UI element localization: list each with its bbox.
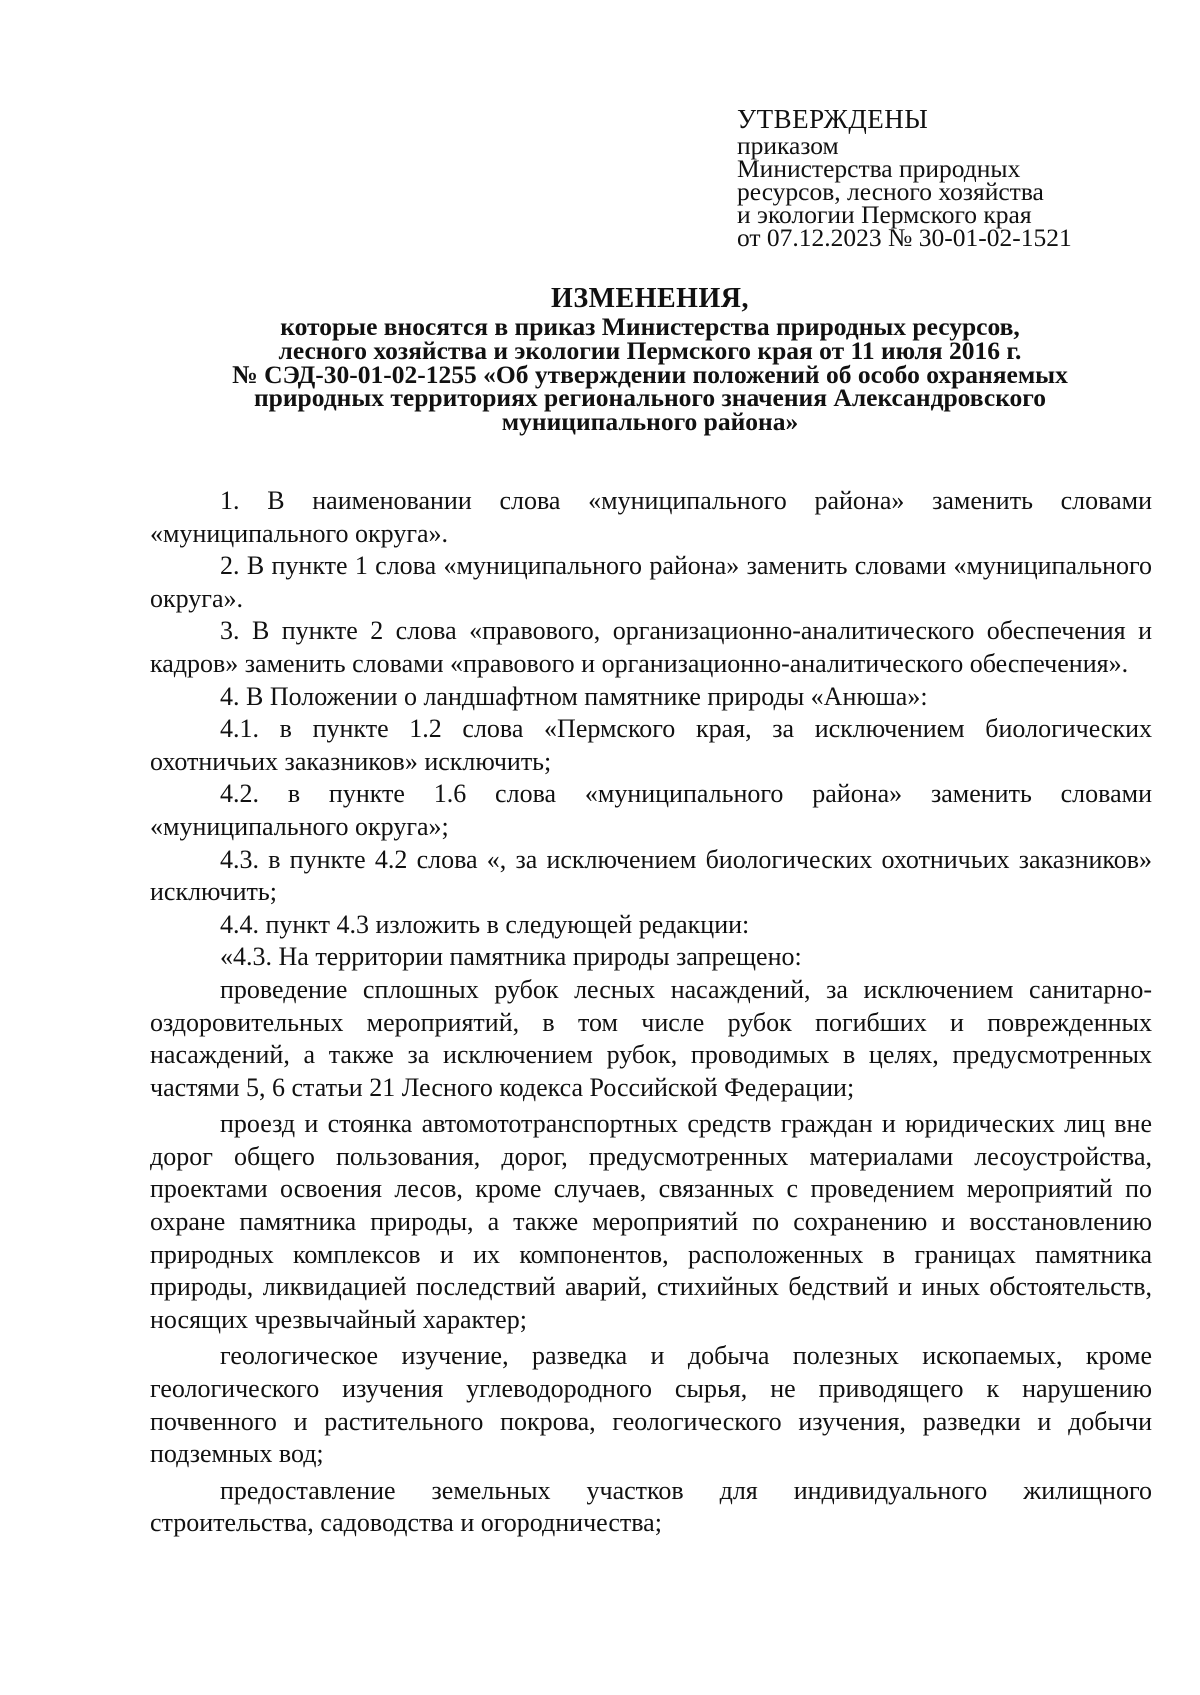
- paragraph-prohibition: проезд и стоянка автомототранспортных средств граждан и юридических лиц вне дорог общего пользования, дорог, предусмотренных материалами лесоустройства, проектами освоения лесов, кроме случаев, связанных с проведением мероприятий по охране памятника природы, а также мероприятий по сохранению и восстановлению природных комплексов и их компонентов, расположенных в границах памятника природы, ликвидацией последствий аварий, стихийных бедствий и иных обстоятельств, носящих чрезвычайный характер;: [150, 1109, 1152, 1334]
- paragraph-prohibition: геологическое изучение, разведка и добыча полезных ископаемых, кроме геологического изучения углеводородного сырья, не приводящего к нарушению почвенного и растительного покрова, геологического изучения, разведки и добычи подземных вод;: [150, 1341, 1152, 1469]
- paragraph-prohibition: проведение сплошных рубок лесных насаждений, за исключением санитарно-оздоровительных мероприятий, в том числе рубок погибших и поврежденных насаждений, а также за исключением рубок, проводимых в целях, предусмотренных частями 5, 6 статьи 21 Лесного кодекса Российской Федерации;: [150, 974, 1152, 1102]
- document-subtitle-line: муниципального района»: [501, 407, 799, 437]
- paragraph-item-3: 3. В пункте 2 слова «правового, организационно-аналитического обеспечения и кадров» заменить словами «правового и организационно-аналитического обеспечения».: [150, 616, 1152, 678]
- document-body: [150, 485, 1152, 1540]
- approval-line: от 07.12.2023 № 30-01-02-1521: [737, 223, 1072, 252]
- paragraph-item-4: 4. В Положении о ландшафтном памятнике природы «Анюша»:: [220, 681, 928, 711]
- paragraph-item-4-2: 4.2. в пункте 1.6 слова «муниципального района» заменить словами «муниципального округа»;: [150, 779, 1152, 841]
- approval-line: ресурсов, лесного хозяйства: [737, 177, 1044, 206]
- approval-line: Министерства природных: [737, 154, 1021, 183]
- document-subtitle-line: лесного хозяйства и экологии Пермского края от 11 июля 2016 г.: [278, 335, 1022, 365]
- approval-stamp-block: [737, 104, 1157, 252]
- document-subtitle-line: которые вносятся в приказ Министерства природных ресурсов,: [280, 312, 1020, 341]
- paragraph-item-4-1: 4.1. в пункте 1.2 слова «Пермского края, за исключением биологических охотничьих заказников» исключить;: [150, 714, 1152, 776]
- approval-heading: УТВЕРЖДЕНЫ: [737, 104, 929, 134]
- document-subtitle-line: № СЭД-30-01-02-1255 «Об утверждении положений об особо охраняемых: [232, 359, 1068, 389]
- approval-line: и экологии Пермского края: [737, 200, 1032, 229]
- document-subtitle-line: природных территориях регионального значения Александровского: [253, 383, 1046, 413]
- paragraph-new-4-3-intro: «4.3. На территории памятника природы запрещено:: [220, 942, 802, 972]
- paragraph-item-4-3: 4.3. в пункте 4.2 слова «, за исключением биологических охотничьих заказников» исключить;: [150, 844, 1152, 907]
- document-title-block: [150, 283, 1150, 437]
- paragraph-item-1: 1. В наименовании слова «муниципального района» заменить словами «муниципального округа».: [150, 486, 1152, 548]
- document-title: ИЗМЕНЕНИЯ,: [551, 283, 749, 314]
- paragraph-prohibition: предоставление земельных участков для индивидуального жилищного строительства, садоводства и огородничества;: [150, 1475, 1152, 1538]
- paragraph-item-4-4: 4.4. пункт 4.3 изложить в следующей редакции:: [220, 909, 750, 939]
- paragraph-item-2: 2. В пункте 1 слова «муниципального района» заменить словами «муниципального округа».: [150, 551, 1152, 613]
- approval-line: приказом: [737, 131, 839, 160]
